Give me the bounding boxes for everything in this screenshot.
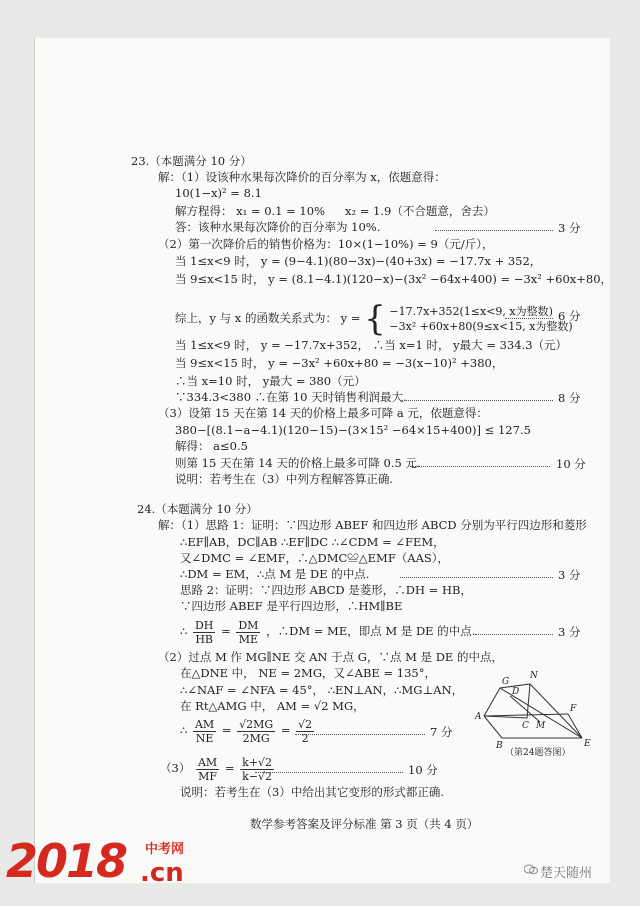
q24-line-7-tail: ，∴DM = ME，即点 M 是 DE 的中点.: [266, 624, 476, 638]
score-leader: [505, 318, 553, 319]
q23-p3-intro: （3）设第 15 天在第 14 天的价格上最多可降 a 元，依题意得：: [158, 406, 488, 420]
brace-glyph: {: [364, 299, 386, 339]
q24-line-14: 说明：若考生在（3）中给出其它变形的形式都正确.: [180, 785, 444, 799]
q24-line-11: 在 Rt△AMG 中， AM = √2 MG，: [180, 699, 365, 713]
q23-p2-intro: （2）第一次降价后的销售价格为：10×(1−10%) = 9（元/斤），: [158, 237, 494, 251]
fraction-am-ne: $\frac{AM}{NE}$: [194, 717, 215, 745]
figure-point-label: F: [570, 704, 577, 714]
wechat-icon: [524, 864, 538, 875]
line-af: [484, 714, 568, 716]
page-footer: 数学参考答案及评分标准 第 3 页（共 4 页）: [250, 817, 479, 831]
fraction-k-root2: $\frac{k+√2}{k-√2}$: [242, 755, 273, 783]
figure-point-label: E: [584, 739, 591, 749]
q23-title: 23.（本题满分 10 分）: [131, 154, 252, 168]
figure-point-label: G: [502, 677, 510, 687]
piecewise: [389, 304, 572, 334]
q24-title: 24.（本题满分 10 分）: [137, 502, 258, 516]
figure-point-label: M: [536, 721, 546, 731]
q23-p2-summary: [175, 299, 573, 339]
figure-point-label: B: [496, 741, 503, 751]
q24-line-7: [180, 616, 475, 646]
score-leader: [400, 400, 553, 401]
q24-line-13: [160, 752, 276, 784]
q23-p3-solve: 解得： a≤0.5: [175, 439, 248, 453]
q24-line-5: 思路 2：证明：∵四边形 ABCD 是菱形，∴DH = HB，: [180, 583, 472, 597]
q23-p2-points-b: 8 分: [558, 391, 581, 405]
q24-line-4: ∴DM = EM，∴点 M 是 DE 的中点.: [180, 567, 370, 581]
site-logo-year: 2018: [6, 834, 127, 888]
q23-p2-max1: 当 1≤x<9 时， y = −17.7x+352， ∴当 x=1 时， y最大 = 334.3（元）: [175, 338, 568, 352]
figure-caption: （第24题答图）: [505, 748, 571, 758]
q23-p3-inequality: 380−[(8.1−a−4.1)(120−15)−(3×15² −64×15+400)] ≤ 127.5: [175, 423, 531, 437]
part3-label: （3）: [160, 761, 191, 775]
q23-p1-equation: 10(1−x)² = 8.1: [175, 186, 262, 200]
score-leader: [400, 577, 553, 578]
equals-sign: =: [224, 761, 235, 775]
line-ab: [484, 716, 502, 738]
fraction-root2mg: $\frac{√2MG}{2MG}$: [239, 717, 274, 745]
q23-p1-intro: 解：（1）设该种水果每次降价的百分率为 x，依题意得：: [158, 170, 446, 184]
q23-p2-max2: 当 9≤x<15 时， y = −3x² +60x+80 = −3(x−10)² +380，: [175, 356, 504, 370]
q23-p3-note: 说明：若考生在（3）中列方程解答算正确.: [175, 472, 393, 486]
therefore-sign: ∴: [180, 723, 188, 737]
fraction-am-mf: $\frac{AM}{MF}$: [197, 755, 218, 783]
piece-2: −3x² +60x+80(9≤x<15, x为整数): [389, 320, 573, 333]
equals-sign: =: [221, 624, 231, 638]
q23-p1-solve-b: x₂ = 1.9（不合题意，舍去）: [345, 204, 495, 218]
q24-line-4-points: 3 分: [558, 568, 581, 582]
figure-point-label: N: [530, 671, 538, 681]
q23-p2-conclusion: ∵334.3<380 ∴在第 10 天时销售利润最大.: [175, 390, 407, 404]
fraction-root2-2: $\frac{√2}{2}$: [298, 717, 313, 745]
site-logo-tag: 中考网: [145, 842, 185, 857]
score-leader: [295, 734, 425, 735]
q23-p1-answer: 答：该种水果每次降价的百分率为 10%.: [175, 220, 381, 234]
q24-line-13-points: 10 分: [408, 763, 438, 777]
q24-line-6: ∵四边形 ABEF 是平行四边形，∴HM∥BE: [180, 599, 403, 613]
fraction-dh-hb: $\frac{DH}{HB}$: [194, 618, 214, 646]
q24-line-8: （2）过点 M 作 MG∥NE 交 AN 于点 G，∵点 M 是 DE 的中点，: [158, 650, 503, 664]
q24-line-2: ∴EF∥AB，DC∥AB ∴EF∥DC ∴∠CDM = ∠FEM，: [180, 535, 445, 549]
score-leader: [475, 634, 553, 635]
q24-line-12-points: 7 分: [430, 725, 453, 739]
rhombus-abcd: [484, 684, 530, 718]
q24-line-7-points: 3 分: [558, 625, 581, 639]
equals-sign: =: [280, 723, 291, 737]
q23-p1-points: 3 分: [558, 221, 581, 235]
figure-point-label: A: [475, 712, 482, 722]
wechat-account-name: 楚天随州: [540, 866, 593, 881]
fraction-dm-me: $\frac{DM}{ME}$: [238, 618, 259, 646]
q24-line-1: 解：（1）思路 1：证明：∵四边形 ABEF 和四边形 ABCD 分别为平行四边形和菱形: [158, 518, 587, 532]
q23-p3-answer: 则第 15 天在第 14 天的价格上最多可降 0.5 元.: [175, 456, 421, 470]
score-leader: [410, 466, 550, 467]
q24-line-10: ∴∠NAF = ∠NFA = 45°， ∴EN⊥AN，∴MG⊥AN，: [180, 683, 464, 697]
score-leader: [435, 230, 553, 231]
q23-p1-solve-a: 解方程得： x₁ = 0.1 = 10%: [175, 204, 325, 218]
q23-p3-points: 10 分: [556, 457, 586, 471]
figure-point-label: D: [512, 687, 520, 697]
q23-p2-points-a: 6 分: [558, 309, 581, 323]
q23-p2-case2: 当 9≤x<15 时， y = (8.1−4.1)(120−x)−(3x² −64x+400) = −3x² +60x+80，: [175, 272, 613, 286]
q24-line-12: [180, 714, 316, 746]
therefore-sign: ∴: [180, 624, 188, 638]
piece-1: −17.7x+352(1≤x<9, x为整数): [389, 305, 553, 318]
q24-line-9: 在△DNE 中， NE = 2MG，又∠ABE = 135°，: [180, 666, 436, 680]
site-logo-tld: .cn: [140, 858, 184, 888]
q23-p2-case1: 当 1≤x<9 时， y = (9−4.1)(80−3x)−(40+3x) = −17.7x + 352，: [175, 254, 542, 268]
score-leader: [255, 772, 403, 773]
q23-p2-max3: ∴当 x=10 时， y最大 = 380（元）: [175, 374, 366, 388]
summary-prefix: 综上，y 与 x 的函数关系式为： y =: [175, 311, 361, 325]
figure-point-label: C: [522, 721, 529, 731]
q24-line-3: 又∠DMC = ∠EMF，∴△DMC≌△EMF（AAS），: [180, 551, 450, 565]
equals-sign: =: [221, 723, 232, 737]
